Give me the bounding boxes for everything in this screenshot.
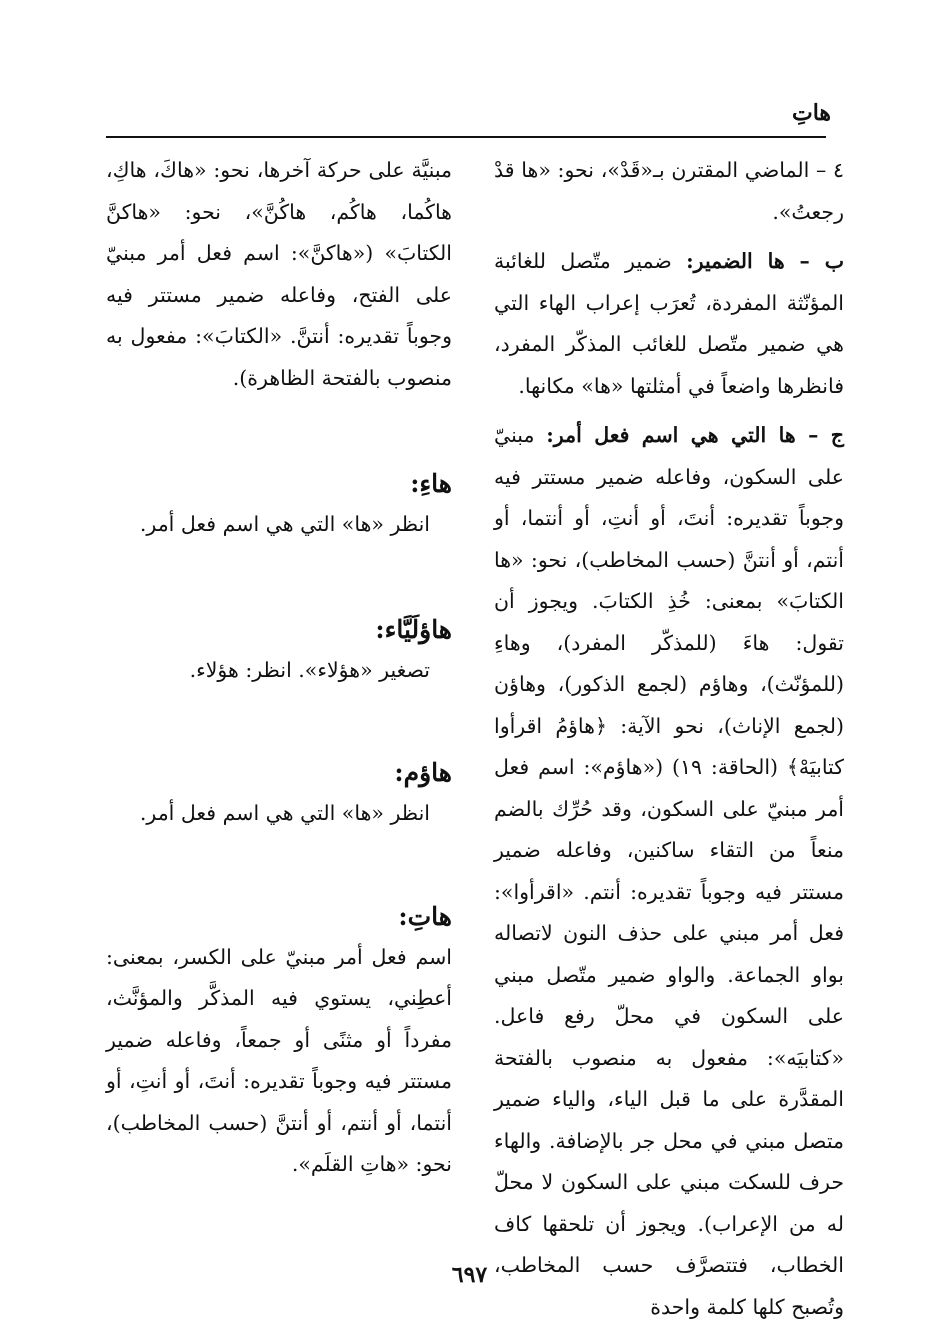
right-column (494, 150, 844, 1336)
running-head: هاتِ (791, 100, 831, 126)
imperative-ha-text: مبنيّ على السكون، وفاعله ضمير مستتر فيه وجوباً تقديره: أنتَ، أو أنتِ، أو أنتما، أو أنتم، أو أنتنَّ (حسب المخاطب)، نحو: «ها الكتابَ» بمعنى: خُذِ الكتابَ. ويجوز أن تقول: هاءَ (للمذكّر المفرد)، وهاءِ (للمؤنّث)، وهاؤم (لجمع الذكور)، وهاؤن (لجمع الإناث)، نحو الآية: ﴿هاؤمُ اقرأوا كتابيَهْ﴾ (الحاقة: ١٩) («هاؤم»: اسم فعل أمر مبنيّ على السكون، وقد حُرِّك بالضم منعاً من التقاء ساكنين، وفاعله ضمير مستتر فيه وجوباً تقديره: أنتم. «اقرأوا»: فعل أمر مبني على حذف النون لاتصاله بواو الجماعة. والواو ضمير متّصل مبني على السكون في محلّ رفع فاعل. «كتابيَه»: مفعول به منصوب بالفتحة المقدَّرة على ما قبل الياء، والياء ضمير متصل مبني في محل جر بالإضافة. والهاء حرف للسكت مبني على السكون لا محلّ له من الإعراب). ويجوز أن تلحقها كاف الخطاب، فتتصرَّف حسب المخاطب، وتُصبح كلها كلمة واحدة (494, 423, 845, 1319)
entry-body-haa: انظر «ها» التي هي اسم فعل أمر. (139, 512, 430, 536)
page-number: ٦٩٧ (451, 1262, 488, 1288)
pronoun-ha-label: ب – ها الضمير: (686, 249, 844, 273)
header-rule (106, 136, 826, 138)
continuation-paragraph: مبنيَّة على حركة آخرها، نحو: «هاكَ، هاكِ، هاكُما، هاكُم، هاكُنَّ»، نحو: «هاكنَّ الكتابَ» («هاكنَّ»: اسم فعل أمر مبنيّ على الفتح، وفاعله ضمير مستتر فيه وجوباً تقديره: أنتنَّ. «الكتابَ»: مفعول به منصوب بالفتحة الظاهرة). (106, 158, 452, 390)
entry-head-haulayya: هاؤلَيَّاء: (375, 614, 452, 644)
entry-body-haum: انظر «ها» التي هي اسم فعل أمر. (139, 801, 430, 825)
imperative-ha-label: ج – ها التي هي اسم فعل أمر: (546, 423, 844, 447)
entry-body-haulayya: تصغير «هؤلاء». انظر: هؤلاء. (189, 657, 430, 682)
pronoun-ha-text: ضمير متّصل للغائبة المؤنّثة المفردة، تُعرَب إعراب الهاء التي هي ضمير متّصل للغائب المذكّر المفرد، فانظرها واضعاً في أمثلتها «ها» مكانها. (494, 249, 844, 398)
entry-head-hati: هاتِ: (398, 901, 452, 931)
item-4-paragraph: ٤ – الماضي المقترن بـ«قَدْ»، نحو: «ها قدْ رجعتُ». (494, 158, 844, 224)
entry-head-haa: هاءِ: (410, 469, 452, 498)
imperative-ha-paragraph (494, 415, 844, 1328)
entry-body-hati: اسم فعل أمر مبنيّ على الكسر، بمعنى: أعطِني، يستوي فيه المذكَّر والمؤنَّث، مفرداً أو مثنًى أو جمعاً، وفاعله ضمير مستتر فيه وجوباً تقديره: أنتَ، أو أنتِ، أو أنتما، أو أنتم، أو أنتنَّ (حسب المخاطب)، نحو: «هاتِ القلَم». (106, 944, 452, 1176)
pronoun-ha-paragraph (494, 241, 844, 407)
entry-head-haum: هاؤم: (394, 758, 452, 787)
left-column (106, 150, 452, 1186)
